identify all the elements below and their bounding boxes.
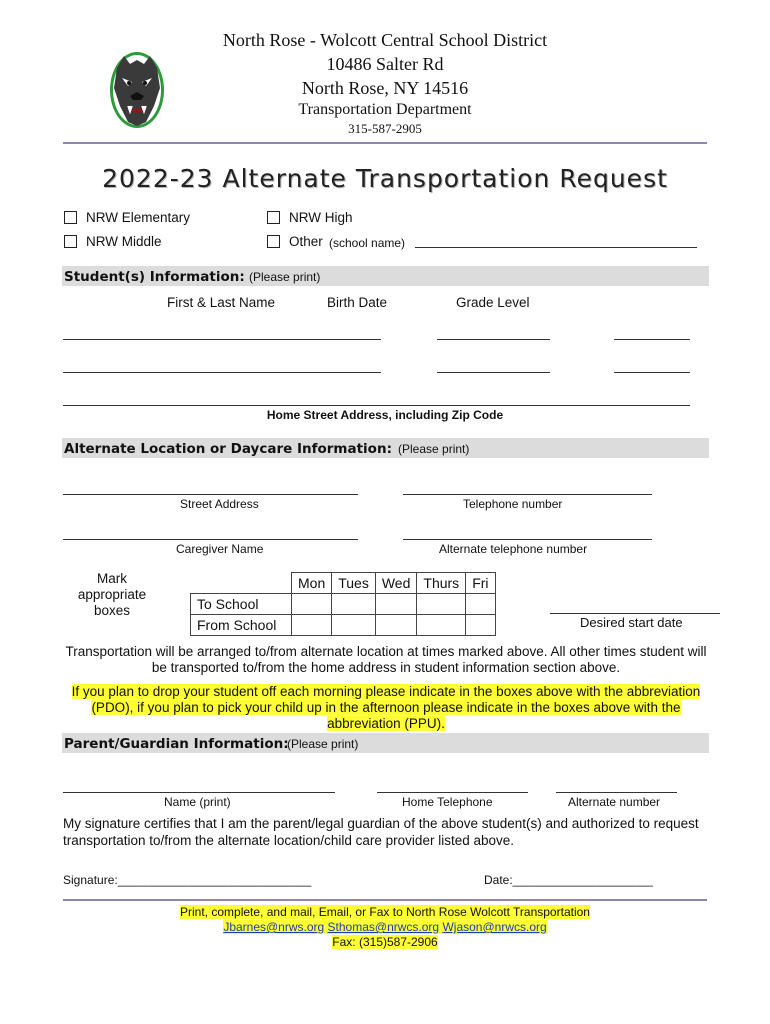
from-school-mon-cell[interactable] [292,615,332,636]
high-label: NRW High [289,210,353,225]
mark-boxes-label: Mark appropriate boxes [77,571,147,618]
district-city: North Rose, NY 14516 [301,78,469,98]
row-to-school: To School [191,594,292,615]
col-name-label: First & Last Name [167,295,276,310]
student-2-grade-field[interactable] [614,372,690,373]
home-phone-field[interactable] [377,792,528,793]
alt-telephone-2-label: Alternate telephone number [439,542,588,556]
pdo-ppu-text: If you plan to drop your student off each morning please indicate in the boxes above with the abbreviation (PDO), if you plan to pick your child up in the afternoon please indicate in the boxes above with the abbreviation (PPU). [71,684,701,731]
home-address-label: Home Street Address, including Zip Code [266,408,504,422]
from-school-tues-cell[interactable] [332,615,376,636]
student-please-print: (Please print) [249,270,321,284]
start-date-label: Desired start date [580,615,683,630]
col-grade-label: Grade Level [456,295,530,310]
other-school-field[interactable] [415,247,697,248]
footer-instructions: Print, complete, and mail, Email, or Fax to North Rose Wolcott Transportation [180,905,590,919]
schedule-table [190,572,496,636]
col-birth-label: Birth Date [327,295,388,310]
day-tues: Tues [332,573,376,594]
from-school-fri-cell[interactable] [466,615,495,636]
day-fri: Fri [466,573,495,594]
student-2-birth-field[interactable] [437,372,550,373]
alternate-info-heading: Alternate Location or Daycare Information: [64,441,392,457]
elementary-label: NRW Elementary [86,210,191,225]
footer-fax: Fax: (315)587-2906 [332,935,438,949]
department-name: Transportation Department [298,101,472,118]
home-phone-label: Home Telephone [402,795,493,809]
home-address-field[interactable] [63,405,690,406]
to-school-wed-cell[interactable] [375,594,417,615]
to-school-thurs-cell[interactable] [417,594,466,615]
transport-info-text: Transportation will be arranged to/from alternate location at times marked above. All other times student will be transported to/from the home address in student information section above. [65,644,707,675]
row-from-school: From School [191,615,292,636]
start-date-field[interactable] [550,613,720,614]
student-1-birth-field[interactable] [437,339,550,340]
alt-telephone-field[interactable] [403,494,652,495]
panther-mascot-logo [108,48,166,130]
elementary-checkbox[interactable] [64,211,77,224]
email-link-jbarnes[interactable]: Jbarnes@nrws.org [223,920,325,934]
alt-telephone-label: Telephone number [463,497,563,511]
high-checkbox[interactable] [267,211,280,224]
alt-number-label: Alternate number [568,795,661,809]
to-school-tues-cell[interactable] [332,594,376,615]
student-1-name-field[interactable] [63,339,381,340]
alt-telephone-2-field[interactable] [403,539,652,540]
day-mon: Mon [292,573,332,594]
footer-block [0,905,770,950]
department-phone: 315-587-2905 [348,121,422,136]
student-1-grade-field[interactable] [614,339,690,340]
to-school-fri-cell[interactable] [466,594,495,615]
alt-number-field[interactable] [556,792,677,793]
day-thurs: Thurs [417,573,466,594]
from-school-thurs-cell[interactable] [417,615,466,636]
form-title: 2022-23 Alternate Transportation Request [102,164,668,193]
other-checkbox[interactable] [267,235,280,248]
guardian-please-print: (Please print) [287,737,359,751]
guardian-info-heading: Parent/Guardian Information: [64,736,289,752]
caregiver-label: Caregiver Name [176,542,264,556]
footer-divider [63,899,707,901]
from-school-wed-cell[interactable] [375,615,417,636]
email-link-wjason[interactable]: Wjason@nrwcs.org [442,920,547,934]
district-street: 10486 Salter Rd [326,54,444,74]
caregiver-field[interactable] [63,539,358,540]
email-link-sthomas[interactable]: Sthomas@nrwcs.org [327,920,440,934]
student-2-name-field[interactable] [63,372,381,373]
to-school-mon-cell[interactable] [292,594,332,615]
alt-street-label: Street Address [180,497,259,511]
other-label: Other [289,234,323,249]
guardian-name-field[interactable] [63,792,335,793]
student-info-heading: Student(s) Information: [64,269,245,285]
middle-checkbox[interactable] [64,235,77,248]
other-hint: (school name) [329,236,406,250]
header-divider [63,142,707,144]
date-field[interactable]: Date:_____________________ [484,873,653,887]
certify-text: My signature certifies that I am the parent/legal guardian of the above student(s) and authorized to request transportation to/from the alternate location/child care provider listed above. [63,816,699,848]
signature-field[interactable]: Signature:_____________________________ [63,873,312,887]
alternate-please-print: (Please print) [398,442,470,456]
alt-street-field[interactable] [63,494,358,495]
middle-label: NRW Middle [86,234,162,249]
district-name: North Rose - Wolcott Central School District [222,30,548,50]
guardian-name-label: Name (print) [164,795,231,809]
pdo-ppu-note [66,684,706,732]
day-wed: Wed [375,573,417,594]
